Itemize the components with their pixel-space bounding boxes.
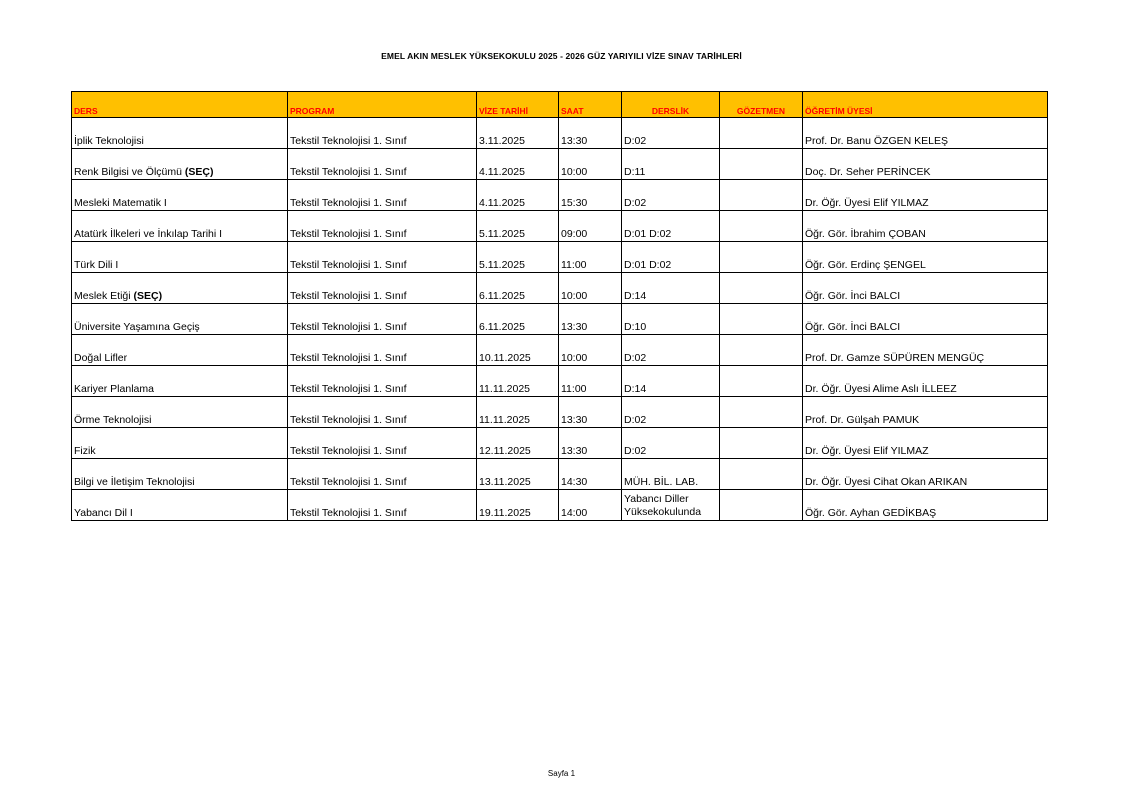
cell-saat: 10:00 <box>559 335 622 366</box>
cell-program: Tekstil Teknolojisi 1. Sınıf <box>288 428 477 459</box>
cell-ders <box>72 397 288 428</box>
cell-saat: 14:00 <box>559 490 622 521</box>
column-header-ders: DERS <box>72 92 288 118</box>
cell-program: Tekstil Teknolojisi 1. Sınıf <box>288 490 477 521</box>
cell-tarih: 13.11.2025 <box>477 459 559 490</box>
cell-gozetmen <box>720 211 803 242</box>
cell-derslik: D:11 <box>622 149 720 180</box>
cell-derslik: D:02 <box>622 118 720 149</box>
cell-ogretim: Dr. Öğr. Üyesi Alime Aslı İLLEEZ <box>803 366 1048 397</box>
table-row <box>72 490 1048 521</box>
course-name: Yabancı Dil I <box>74 507 133 519</box>
course-name: Türk Dili I <box>74 259 119 271</box>
cell-saat: 13:30 <box>559 397 622 428</box>
cell-derslik: D:02 <box>622 335 720 366</box>
cell-derslik: D:02 <box>622 397 720 428</box>
exam-schedule-table <box>71 91 1048 521</box>
cell-saat: 10:00 <box>559 273 622 304</box>
cell-tarih: 10.11.2025 <box>477 335 559 366</box>
cell-tarih: 6.11.2025 <box>477 273 559 304</box>
cell-derslik: MÜH. BİL. LAB. <box>622 459 720 490</box>
course-name: Bilgi ve İletişim Teknolojisi <box>74 476 195 488</box>
cell-gozetmen <box>720 428 803 459</box>
table-row <box>72 397 1048 428</box>
cell-program: Tekstil Teknolojisi 1. Sınıf <box>288 304 477 335</box>
table-row <box>72 242 1048 273</box>
cell-derslik: D:02 <box>622 428 720 459</box>
cell-tarih: 3.11.2025 <box>477 118 559 149</box>
cell-saat: 11:00 <box>559 366 622 397</box>
cell-ders <box>72 459 288 490</box>
cell-ders <box>72 273 288 304</box>
column-header-vize-tarihi: VİZE TARİHİ <box>477 92 559 118</box>
cell-derslik: D:01 D:02 <box>622 242 720 273</box>
table-header-row <box>72 92 1048 118</box>
cell-tarih: 5.11.2025 <box>477 211 559 242</box>
cell-program: Tekstil Teknolojisi 1. Sınıf <box>288 149 477 180</box>
course-name: Örme Teknolojisi <box>74 414 152 426</box>
cell-ogretim: Öğr. Gör. İbrahim ÇOBAN <box>803 211 1048 242</box>
cell-derslik: D:14 <box>622 366 720 397</box>
course-name: Atatürk İlkeleri ve İnkılap Tarihi I <box>74 228 223 240</box>
table-row <box>72 149 1048 180</box>
cell-ogretim: Dr. Öğr. Üyesi Cihat Okan ARIKAN <box>803 459 1048 490</box>
cell-program: Tekstil Teknolojisi 1. Sınıf <box>288 118 477 149</box>
cell-saat: 13:30 <box>559 118 622 149</box>
cell-ders <box>72 490 288 521</box>
cell-saat: 14:30 <box>559 459 622 490</box>
cell-saat: 10:00 <box>559 149 622 180</box>
cell-program: Tekstil Teknolojisi 1. Sınıf <box>288 180 477 211</box>
elective-tag: (SEÇ) <box>184 166 214 178</box>
cell-ders <box>72 366 288 397</box>
cell-gozetmen <box>720 273 803 304</box>
page-number: Sayfa 1 <box>547 769 576 778</box>
cell-program: Tekstil Teknolojisi 1. Sınıf <box>288 242 477 273</box>
course-name: Doğal Lifler <box>74 352 128 364</box>
cell-gozetmen <box>720 459 803 490</box>
cell-tarih: 12.11.2025 <box>477 428 559 459</box>
cell-tarih: 11.11.2025 <box>477 397 559 428</box>
cell-program: Tekstil Teknolojisi 1. Sınıf <box>288 366 477 397</box>
course-name: Üniversite Yaşamına Geçiş <box>74 321 200 333</box>
cell-gozetmen <box>720 397 803 428</box>
cell-ders <box>72 149 288 180</box>
cell-tarih: 4.11.2025 <box>477 180 559 211</box>
cell-saat: 15:30 <box>559 180 622 211</box>
cell-ders <box>72 118 288 149</box>
cell-program: Tekstil Teknolojisi 1. Sınıf <box>288 211 477 242</box>
table-row <box>72 366 1048 397</box>
cell-gozetmen <box>720 304 803 335</box>
cell-ogretim: Dr. Öğr. Üyesi Elif YILMAZ <box>803 180 1048 211</box>
table-row <box>72 335 1048 366</box>
course-name: İplik Teknolojisi <box>74 135 144 147</box>
table-row <box>72 304 1048 335</box>
cell-tarih: 4.11.2025 <box>477 149 559 180</box>
cell-tarih: 6.11.2025 <box>477 304 559 335</box>
course-name: Meslek Etiği <box>74 290 134 302</box>
cell-program: Tekstil Teknolojisi 1. Sınıf <box>288 335 477 366</box>
table-row <box>72 273 1048 304</box>
course-name: Mesleki Matematik I <box>74 197 167 209</box>
course-name: Renk Bilgisi ve Ölçümü <box>74 166 185 178</box>
cell-ogretim: Öğr. Gör. Erdinç ŞENGEL <box>803 242 1048 273</box>
cell-ogretim: Prof. Dr. Banu ÖZGEN KELEŞ <box>803 118 1048 149</box>
cell-ogretim: Dr. Öğr. Üyesi Elif YILMAZ <box>803 428 1048 459</box>
table-row <box>72 211 1048 242</box>
cell-gozetmen <box>720 118 803 149</box>
page-title: EMEL AKIN MESLEK YÜKSEKOKULU 2025 - 2026 GÜZ YARIYILI VİZE SINAV TARİHLERİ <box>381 51 742 61</box>
table-row <box>72 180 1048 211</box>
cell-ders <box>72 242 288 273</box>
cell-gozetmen <box>720 149 803 180</box>
room-line: Yüksekokulunda <box>624 506 702 518</box>
cell-gozetmen <box>720 490 803 521</box>
cell-program: Tekstil Teknolojisi 1. Sınıf <box>288 459 477 490</box>
column-header-ogretim-uyesi: ÖĞRETİM ÜYESİ <box>803 92 1048 118</box>
course-name: Kariyer Planlama <box>74 383 154 395</box>
cell-gozetmen <box>720 366 803 397</box>
cell-ders <box>72 211 288 242</box>
table-row <box>72 428 1048 459</box>
column-header-program: PROGRAM <box>288 92 477 118</box>
cell-ogretim: Prof. Dr. Gamze SÜPÜREN MENGÜÇ <box>803 335 1048 366</box>
cell-ogretim: Doç. Dr. Seher PERİNCEK <box>803 149 1048 180</box>
cell-tarih: 19.11.2025 <box>477 490 559 521</box>
cell-saat: 11:00 <box>559 242 622 273</box>
cell-derslik: D:14 <box>622 273 720 304</box>
cell-derslik: D:01 D:02 <box>622 211 720 242</box>
cell-derslik: D:02 <box>622 180 720 211</box>
cell-ogretim: Öğr. Gör. İnci BALCI <box>803 304 1048 335</box>
cell-program: Tekstil Teknolojisi 1. Sınıf <box>288 273 477 304</box>
cell-saat: 13:30 <box>559 428 622 459</box>
course-name: Fizik <box>74 445 96 457</box>
room-line: Yabancı Diller <box>624 493 689 505</box>
cell-gozetmen <box>720 180 803 211</box>
cell-gozetmen <box>720 242 803 273</box>
cell-tarih: 5.11.2025 <box>477 242 559 273</box>
cell-ders <box>72 428 288 459</box>
column-header-gozetmen: GÖZETMEN <box>720 92 803 118</box>
cell-gozetmen <box>720 335 803 366</box>
cell-ogretim: Prof. Dr. Gülşah PAMUK <box>803 397 1048 428</box>
cell-tarih: 11.11.2025 <box>477 366 559 397</box>
cell-ders <box>72 304 288 335</box>
table-row <box>72 118 1048 149</box>
cell-saat: 13:30 <box>559 304 622 335</box>
cell-derslik: D:10 <box>622 304 720 335</box>
cell-saat: 09:00 <box>559 211 622 242</box>
cell-derslik <box>622 490 720 521</box>
cell-ders <box>72 335 288 366</box>
table-row <box>72 459 1048 490</box>
elective-tag: (SEÇ) <box>133 290 163 302</box>
cell-program: Tekstil Teknolojisi 1. Sınıf <box>288 397 477 428</box>
cell-ogretim: Öğr. Gör. Ayhan GEDİKBAŞ <box>803 490 1048 521</box>
cell-ders <box>72 180 288 211</box>
table-body <box>72 118 1048 521</box>
cell-ogretim: Öğr. Gör. İnci BALCI <box>803 273 1048 304</box>
column-header-derslik: DERSLİK <box>622 92 720 118</box>
column-header-saat: SAAT <box>559 92 622 118</box>
